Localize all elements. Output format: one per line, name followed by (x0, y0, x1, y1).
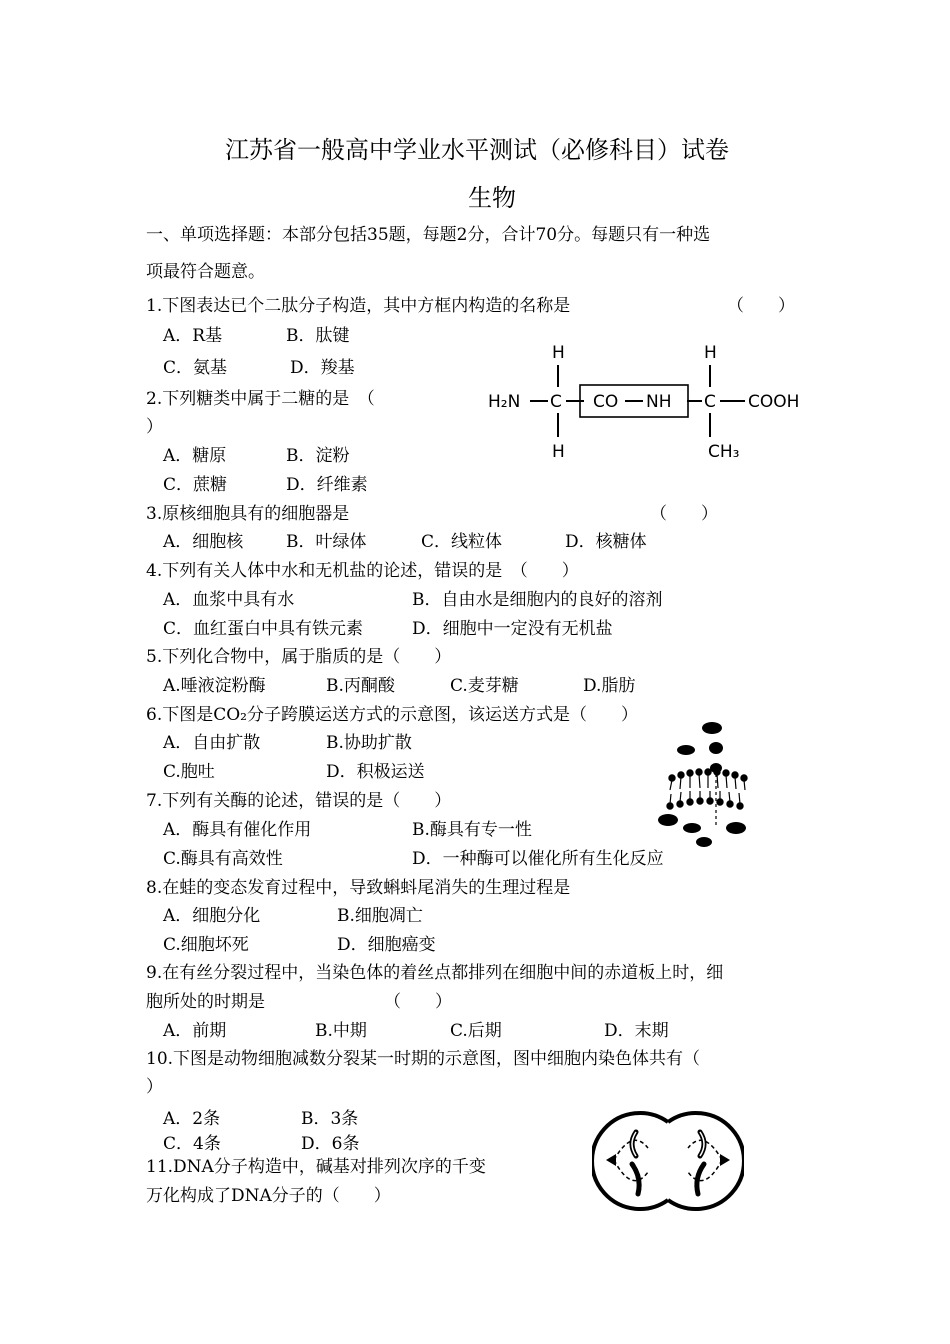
hydrogen-top-right: H (704, 343, 717, 363)
question-6-option-a: A．自由扩散 (163, 733, 261, 753)
hydrogen-bottom-left: H (552, 442, 565, 462)
question-7-option-b: B.酶具有专一性 (412, 820, 532, 840)
question-7-option-c: C.酶具有高效性 (163, 849, 283, 869)
question-4-option-a: A．血浆中具有水 (163, 590, 295, 610)
question-9-answer-paren: （ ） (384, 992, 452, 1012)
hydrogen-top-left: H (552, 343, 565, 363)
question-5-stem: 5.下列化合物中，属于脂质的是（ ） (146, 647, 452, 667)
question-8-option-a: A．细胞分化 (163, 906, 261, 926)
question-3-answer-paren: （ ） (650, 504, 718, 524)
question-9-option-d: D．末期 (604, 1021, 669, 1041)
question-4-option-d: D．细胞中一定没有无机盐 (412, 619, 613, 639)
page-title: 江苏省一般高中学业水平测试（必修科目）试卷 (225, 136, 729, 164)
amino-group: H₂N (488, 392, 521, 412)
question-3-stem: 3.原核细胞具有的细胞器是 (146, 504, 350, 524)
question-11-stem-cont: 万化构成了DNA分子的（ ） (146, 1186, 391, 1206)
question-2-option-a: A．糖原 (163, 446, 227, 466)
question-2-option-c: C．蔗糖 (163, 475, 228, 495)
cell-division-diagram (592, 1108, 744, 1214)
question-5-option-a: A.唾液淀粉酶 (163, 676, 266, 696)
dipeptide-structure-diagram (480, 335, 820, 470)
question-2-stem-cont: ） (146, 417, 163, 437)
section-instructions-line2: 项最符合题意。 (146, 262, 265, 282)
section-instructions-line1: 一、单项选择题：本部分包括35题，每题2分，合计70分。每题只有一种选 (146, 225, 711, 245)
membrane-transport-diagram (650, 718, 760, 858)
nh-group: NH (646, 392, 672, 412)
question-7-stem: 7.下列有关酶的论述，错误的是（ ） (146, 791, 452, 811)
question-7-option-d: D．一种酶可以催化所有生化反应 (412, 849, 664, 869)
question-7-option-a: A．酶具有催化作用 (163, 820, 312, 840)
question-10-option-d: D．6条 (301, 1134, 360, 1154)
question-4-option-b: B．自由水是细胞内的良好的溶剂 (412, 590, 663, 610)
methyl-group: CH₃ (708, 442, 740, 462)
question-10-stem: 10.下图是动物细胞减数分裂某一时期的示意图，图中细胞内染色体共有（ (146, 1049, 701, 1069)
carbon-left: C (550, 392, 562, 412)
question-6-option-d: D．积极运送 (326, 762, 425, 782)
question-1-stem: 1.下图表达已个二肽分子构造，其中方框内构造的名称是 (146, 296, 571, 316)
question-10-stem-cont: ） (146, 1077, 163, 1097)
question-10-option-a: A．2条 (163, 1109, 221, 1129)
question-6-option-b: B.协助扩散 (326, 733, 412, 753)
question-10-option-b: B．3条 (301, 1109, 359, 1129)
subject-title: 生物 (468, 184, 516, 212)
question-8-option-b: B.细胞凋亡 (337, 906, 423, 926)
question-5-option-c: C.麦芽糖 (450, 676, 519, 696)
question-2-option-d: D．纤维素 (286, 475, 368, 495)
carboxyl-group: COOH (748, 392, 800, 412)
question-1-option-a: A．R基 (163, 326, 223, 346)
question-5-option-b: B.丙酮酸 (326, 676, 395, 696)
co-group: CO (593, 392, 619, 412)
question-10-option-c: C．4条 (163, 1134, 221, 1154)
question-9-option-c: C.后期 (450, 1021, 502, 1041)
question-3-option-c: C．线粒体 (421, 532, 503, 552)
question-8-option-d: D．细胞癌变 (337, 935, 436, 955)
question-3-option-d: D．核糖体 (565, 532, 647, 552)
question-11-stem: 11.DNA分子构造中，碱基对排列次序的千变 (146, 1157, 486, 1177)
question-2-stem: 2.下列糖类中属于二糖的是 （ (146, 389, 375, 409)
question-9-option-b: B.中期 (315, 1021, 367, 1041)
question-1-option-c: C．氨基 (163, 358, 228, 378)
question-8-stem: 8.在蛙的变态发育过程中，导致蝌蚪尾消失的生理过程是 (146, 878, 571, 898)
question-1-answer-paren: （ ） (727, 296, 795, 316)
question-6-stem: 6.下图是CO₂分子跨膜运送方式的示意图，该运送方式是（ ） (146, 705, 638, 725)
question-9-stem: 9.在有丝分裂过程中，当染色体的着丝点都排列在细胞中间的赤道板上时，细 (146, 963, 724, 983)
question-1-option-d: D．羧基 (290, 358, 355, 378)
question-3-option-a: A．细胞核 (163, 532, 244, 552)
question-6-option-c: C.胞吐 (163, 762, 215, 782)
question-2-option-b: B．淀粉 (286, 446, 350, 466)
question-3-option-b: B．叶绿体 (286, 532, 367, 552)
question-8-option-c: C.细胞坏死 (163, 935, 249, 955)
question-1-option-b: B．肽键 (286, 326, 350, 346)
carbon-right: C (704, 392, 716, 412)
question-9-option-a: A．前期 (163, 1021, 227, 1041)
question-4-option-c: C．血红蛋白中具有铁元素 (163, 619, 364, 639)
question-5-option-d: D.脂肪 (583, 676, 636, 696)
question-4-stem: 4.下列有关人体中水和无机盐的论述，错误的是 （ ） (146, 561, 579, 581)
question-9-stem-cont: 胞所处的时期是 (146, 992, 265, 1012)
